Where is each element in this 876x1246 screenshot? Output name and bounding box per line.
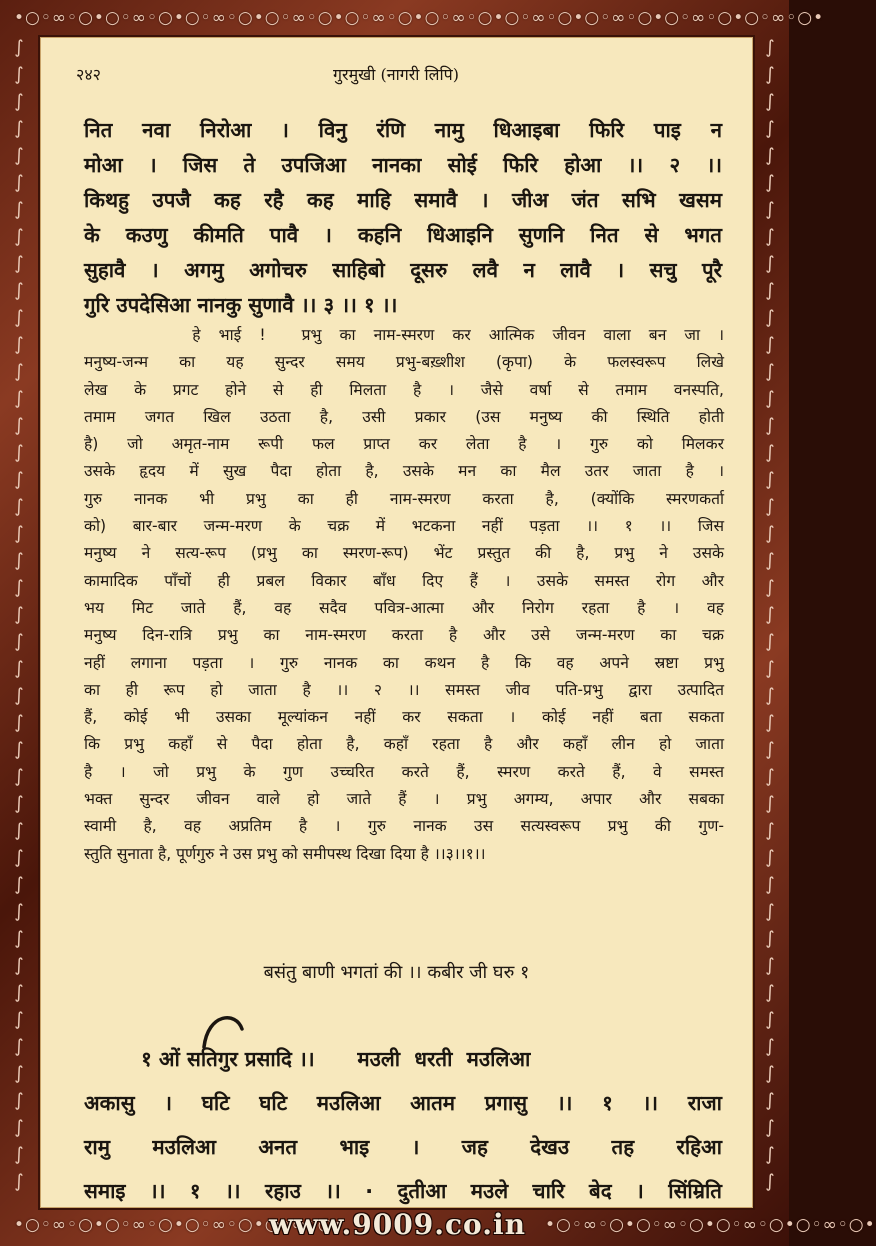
bani-line: मोआ । जिस ते उपजिआ नानका सोई फिरि होआ ।। २ ।। (84, 153, 722, 177)
bani-verse-block-basant (84, 1037, 722, 1213)
bani-line: समाइ ।। १ ।। रहाउ ।। · दुतीआ मउले चारि बेद । सिंम्रिति (84, 1179, 722, 1203)
right-border-ornament: ∫ ∫ ∫ ∫ ∫ ∫ ∫ ∫ ∫ ∫ ∫ ∫ ∫ ∫ ∫ ∫ ∫ ∫ ∫ ∫ ∫ ∫ ∫ ∫ ∫ ∫ ∫ ∫ ∫ ∫ ∫ ∫ ∫ ∫ ∫ ∫ ∫ ∫ ∫ ∫ ∫ ∫ ∫ (765, 37, 775, 1192)
bottom-border-ornament-right: •○◦∞◦○•○◦∞◦○•○◦∞◦○•○◦∞◦○• (545, 1215, 876, 1235)
translation-line: गुरु नानक भी प्रभु का ही नाम-स्मरण करता है, (क्योंकि स्मरणकर्ता (84, 489, 724, 508)
running-title: गुरमुखी (नागरी लिपि) (333, 65, 459, 84)
translation-line: कामादिक पाँचों ही प्रबल विकार बाँध दिए हैं । उसके समस्त रोग और (84, 571, 724, 590)
bani-line: गुरि उपदेसिआ नानकु सुणावै ।। ३ ।। १ ।। (84, 293, 398, 317)
translation-line: भक्त सुन्दर जीवन वाले हो जाते हैं । प्रभु अगम्य, अपार और सबका (84, 790, 724, 809)
translation-line: कि प्रभु कहाँ से पैदा होता है, कहाँ रहता है और कहाँ लीन हो जाता (84, 735, 724, 754)
translation-line: है) जो अमृत-नाम रूपी फल प्राप्त कर लेता है । गुरु को मिलकर (84, 435, 724, 454)
bani-line: १ ओं सतिगुर प्रसादि ।। मउली धरती मउलिआ (84, 1047, 531, 1071)
translation-line: उसके हृदय में सुख पैदा होता है, उसके मन का मैल उतर जाता है । (84, 462, 724, 481)
translation-line: स्तुति सुनाता है, पूर्णगुरु ने उस प्रभु को समीपस्थ दिखा दिया है ।।३।।१।। (84, 844, 486, 863)
bani-line: नित नवा निरोआ । विनु रंणि नामु धिआइबा फिरि पाइ न (84, 118, 722, 142)
translation-line: हे भाई ! प्रभु का नाम-स्मरण कर आत्मिक जीवन वाला बन जा । (84, 326, 724, 344)
translation-line: लेख के प्रगट होने से ही मिलता है । जैसे वर्षा से तमाम वनस्पति, (84, 380, 724, 399)
translation-line: नहीं लगाना पड़ता । गुरु नानक का कथन है कि वह अपने स्रष्टा प्रभु (84, 653, 724, 672)
translation-line: मनुष्य-जन्म का यह सुन्दर समय प्रभु-बख़्शीश (कृपा) के फलस्वरूप लिखे (84, 353, 724, 372)
page-header (76, 63, 716, 87)
translation-line: मनुष्य दिन-रात्रि प्रभु का नाम-स्मरण करता है और उसे जन्म-मरण का चक्र (84, 626, 724, 645)
section-heading: बसंतु बाणी भगतां की ।। कबीर जी घरु १ (263, 962, 530, 983)
translation-line: मनुष्य ने सत्य-रूप (प्रभु का स्मरण-रूप) भेंट प्रस्तुत की है, प्रभु ने उसके (84, 544, 724, 563)
left-border-ornament: ∫ ∫ ∫ ∫ ∫ ∫ ∫ ∫ ∫ ∫ ∫ ∫ ∫ ∫ ∫ ∫ ∫ ∫ ∫ ∫ ∫ ∫ ∫ ∫ ∫ ∫ ∫ ∫ ∫ ∫ ∫ ∫ ∫ ∫ ∫ ∫ ∫ ∫ ∫ ∫ ∫ ∫ ∫ (14, 37, 24, 1192)
translation-line: का ही रूप हो जाता है ।। २ ।। समस्त जीव पति-प्रभु द्वारा उत्पादित (84, 680, 724, 699)
bani-verse-block (84, 113, 722, 323)
translation-line: को) बार-बार जन्म-मरण के चक्र में भटकना नहीं पड़ता ।। १ ।। जिस (84, 517, 724, 536)
top-border-ornament: •○◦∞◦○•○◦∞◦○•○◦∞◦○•○◦∞◦○•○◦∞◦○•○◦∞◦○•○◦∞◦○•○◦∞◦○•○◦∞◦○•○◦∞◦○• (14, 8, 825, 28)
scripture-page (38, 35, 755, 1210)
page-number: २४२ (76, 65, 101, 84)
translation-line: है । जो प्रभु के गुण उच्चरित करते हैं, स्मरण करते हैं, वे समस्त (84, 762, 724, 781)
translation-line: भय मिट जाते हैं, वह सदैव पवित्र-आत्मा और निरोग रहता है । वह (84, 598, 724, 617)
translation-line: हैं, कोई भी उसका मूल्यांकन नहीं कर सकता । कोई नहीं बता सकता (84, 708, 724, 727)
website-watermark: www.9009.co.in (269, 1208, 526, 1241)
translation-line: तमाम जगत खिल उठता है, उसी प्रकार (उस मनुष्य की स्थिति होती (84, 407, 724, 426)
bani-line: अकासु । घटि घटि मउलिआ आतम प्रगासु ।। १ ।। राजा (84, 1091, 722, 1115)
bani-line: रामु मउलिआ अनत भाइ । जह देखउ तह रहिआ (84, 1135, 722, 1159)
bani-line: सुहावै । अगमु अगोचरु साहिबो दूसरु लवै न लावै । सचु पूरै (84, 258, 722, 282)
bottom-border-ornament-left: •○◦∞◦○•○◦∞◦○•○◦∞◦○•○◦∞◦○• (14, 1215, 345, 1235)
translation-paragraph (84, 322, 724, 868)
bani-line: किथहु उपजै कह रहै कह माहि समावै । जीअ जंत सभि खसम (84, 188, 722, 212)
translation-line: स्वामी है, वह अप्रतिम है । गुरु नानक उस सत्यस्वरूप प्रभु की गुण- (84, 817, 724, 836)
bani-line: के कउणु कीमति पावै । कहनि धिआइनि सुणनि नित से भगत (84, 223, 722, 247)
